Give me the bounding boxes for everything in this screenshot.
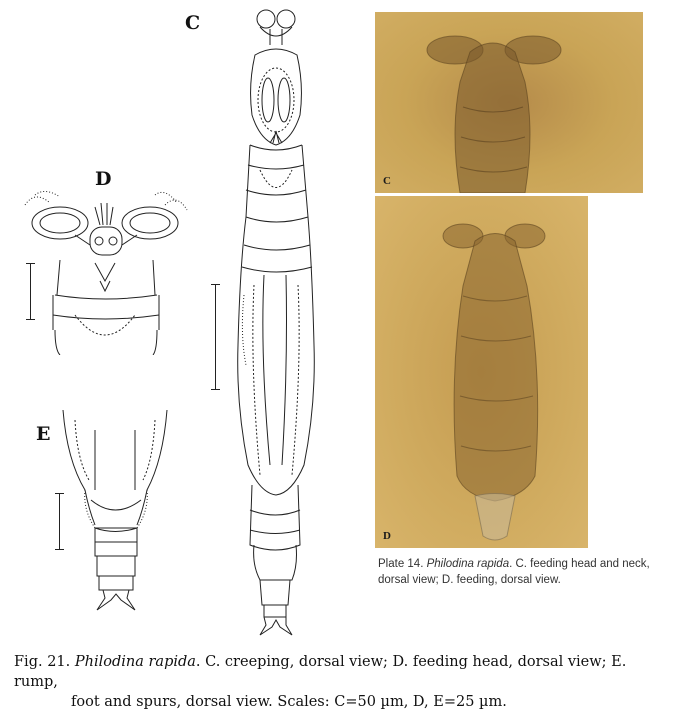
figure-caption: [14, 652, 664, 712]
figure-caption-line2: foot and spurs, dorsal view. Scales: C=50 µm, D, E=25 µm.: [71, 694, 507, 710]
photo-plate-c: [375, 12, 643, 193]
plate-caption-species: Philodina rapida: [426, 558, 510, 570]
figure-caption-species: Philodina rapida: [74, 654, 196, 670]
plate-d-specimen: [375, 196, 588, 548]
figure-caption-prefix: Fig. 21.: [14, 654, 71, 670]
plate-caption-prefix: Plate 14.: [378, 558, 424, 570]
plate-caption-rest: . C. feeding head and neck, dorsal view; D. feeding, dorsal view.: [378, 558, 650, 586]
plate-c-label: C: [383, 175, 391, 187]
panel-label-e: E: [36, 423, 51, 445]
drawing-e-rump-foot: [55, 400, 185, 640]
scale-bar-c: [215, 284, 216, 390]
drawing-c-creeping: [230, 5, 350, 645]
plate-c-specimen: [375, 12, 643, 193]
panel-label-c: C: [185, 12, 201, 34]
drawing-d-feeding-head: [15, 185, 195, 355]
plate-caption: [378, 556, 663, 588]
panel-label-d: D: [95, 168, 112, 190]
figure-caption-line1: . C. creeping, dorsal view; D. feeding head, dorsal view; E. rump,: [14, 654, 627, 690]
plate-d-label: D: [383, 530, 391, 542]
photo-plate-d: [375, 196, 588, 548]
